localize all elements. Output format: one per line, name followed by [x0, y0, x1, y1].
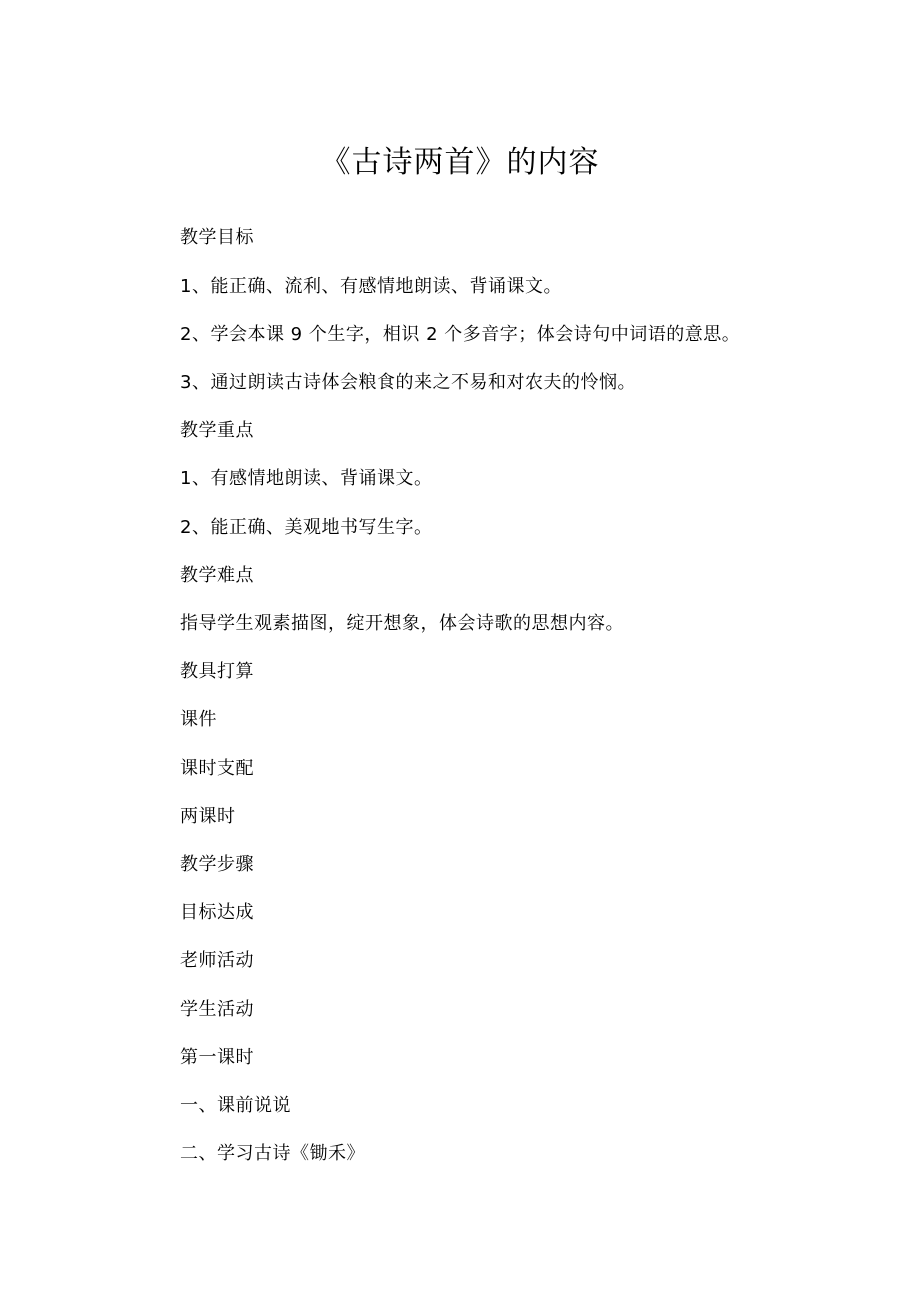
key-point-item-2: 2、能正确、美观地书写生字。 [180, 517, 433, 538]
heading-key-points: 教学重点 [180, 420, 254, 441]
first-lesson-heading: 第一课时 [180, 1047, 254, 1068]
column-teacher-activity: 老师活动 [180, 950, 254, 971]
difficulty-text: 指导学生观素描图，绽开想象，体会诗歌的思想内容。 [180, 613, 624, 634]
heading-class-hours: 课时支配 [180, 758, 254, 779]
heading-teaching-aids: 教具打算 [180, 661, 254, 682]
column-student-activity: 学生活动 [180, 999, 254, 1020]
section-two: 二、学习古诗《锄禾》 [180, 1143, 365, 1164]
key-point-item-1: 1、有感情地朗读、背诵课文。 [180, 468, 433, 489]
goal-item-3: 3、通过朗读古诗体会粮食的来之不易和对农夫的怜悯。 [180, 372, 636, 393]
goal-item-2: 2、学会本课 9 个生字，相识 2 个多音字；体会诗句中词语的意思。 [180, 324, 741, 345]
heading-teaching-goals: 教学目标 [180, 227, 254, 248]
section-one: 一、课前说说 [180, 1095, 291, 1116]
heading-teaching-steps: 教学步骤 [180, 854, 254, 875]
heading-difficulties: 教学难点 [180, 565, 254, 586]
column-goal-achievement: 目标达成 [180, 902, 254, 923]
class-hours-text: 两课时 [180, 806, 236, 827]
teaching-aids-text: 课件 [180, 709, 217, 730]
document-title: 《古诗两首》的内容 [320, 145, 600, 180]
goal-item-1: 1、能正确、流利、有感情地朗读、背诵课文。 [180, 276, 562, 297]
